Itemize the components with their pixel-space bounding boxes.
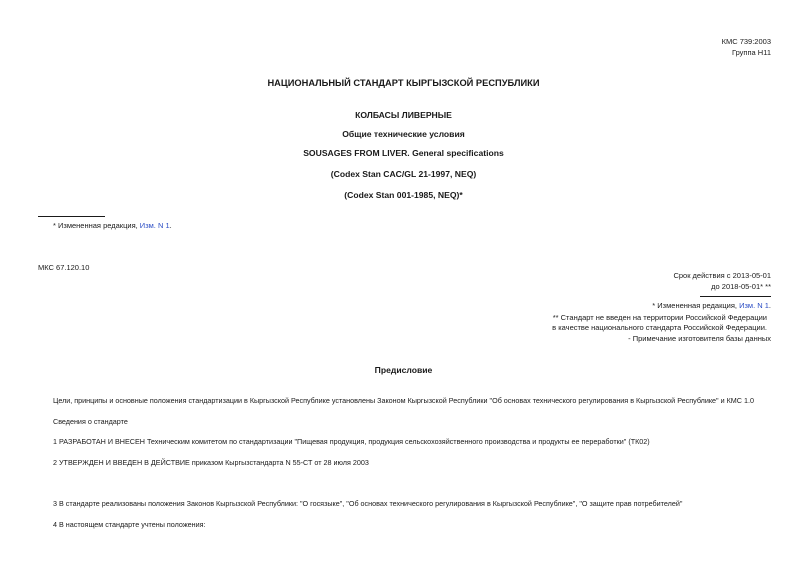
english-title: SOUSAGES FROM LIVER. General specifications [303,148,504,158]
footnote-change-suffix: . [169,221,172,230]
codex-reference-2: (Codex Stan 001-1985, NEQ)* [344,190,463,200]
preface-paragraph-3: 1 РАЗРАБОТАН И ВНЕСЕН Техническим комитетом по стандартизации "Пищевая продукция, продукция сельскохозяйственного производства и продукты ее переработки" (ТК02) [53,437,650,446]
validity-end: до 2018-05-01* ** [711,282,771,291]
footnote-change-right-text: * Измененная редакция, [652,301,740,310]
preface-paragraph-6: 4 В настоящем стандарте учтены положения: [53,520,206,529]
validity-divider [700,296,771,297]
preface-paragraph-1: Цели, принципы и основные положения стандартизации в Кыргызской Республике установлены Законом Кыргызской Республики "Об основах технического регулирования в Кыргызской Республике" и КМС 1.0 [53,396,754,405]
footnote-change-right-suffix: . [768,301,771,310]
mks-code: МКС 67.120.10 [38,263,90,272]
preface-paragraph-4: 2 УТВЕРЖДЕН И ВВЕДЕН В ДЕЙСТВИЕ приказом Кыргызстандарта N 55-СТ от 28 июля 2003 [53,458,369,467]
footnote-change [53,221,172,230]
validity-start: Срок действия с 2013-05-01 [673,271,771,280]
product-subtitle: Общие технические условия [342,129,465,139]
document-code: КМС 739:2003 [721,37,771,46]
change-1-link[interactable]: Изм. N 1 [139,221,170,230]
footnote-change-right [652,301,771,310]
change-1-link-right[interactable]: Изм. N 1 [739,301,769,310]
preface-paragraph-5: 3 В стандарте реализованы положения Законов Кыргызской Республики: "О госязыке", "Об основах технического регулирования в Кыргызской Республике", "О защите прав потребителей" [53,499,683,508]
product-title: КОЛБАСЫ ЛИВЕРНЫЕ [355,110,452,120]
note-line-2: в качестве национального стандарта Российской Федерации. [552,323,767,332]
preface-heading: Предисловие [374,365,433,375]
footnote-divider [38,216,105,217]
national-standard-title: НАЦИОНАЛЬНЫЙ СТАНДАРТ КЫРГЫЗСКОЙ РЕСПУБЛИКИ [267,78,540,88]
codex-reference-1: (Codex Stan CAC/GL 21-1997, NEQ) [330,169,477,179]
note-line-3: - Примечание изготовителя базы данных [628,334,771,343]
document-group: Группа Н11 [731,48,771,57]
footnote-change-text: * Измененная редакция, [53,221,140,230]
preface-paragraph-2: Сведения о стандарте [53,417,128,426]
note-line-1: ** Стандарт не введен на территории Российской Федерации [552,313,767,322]
